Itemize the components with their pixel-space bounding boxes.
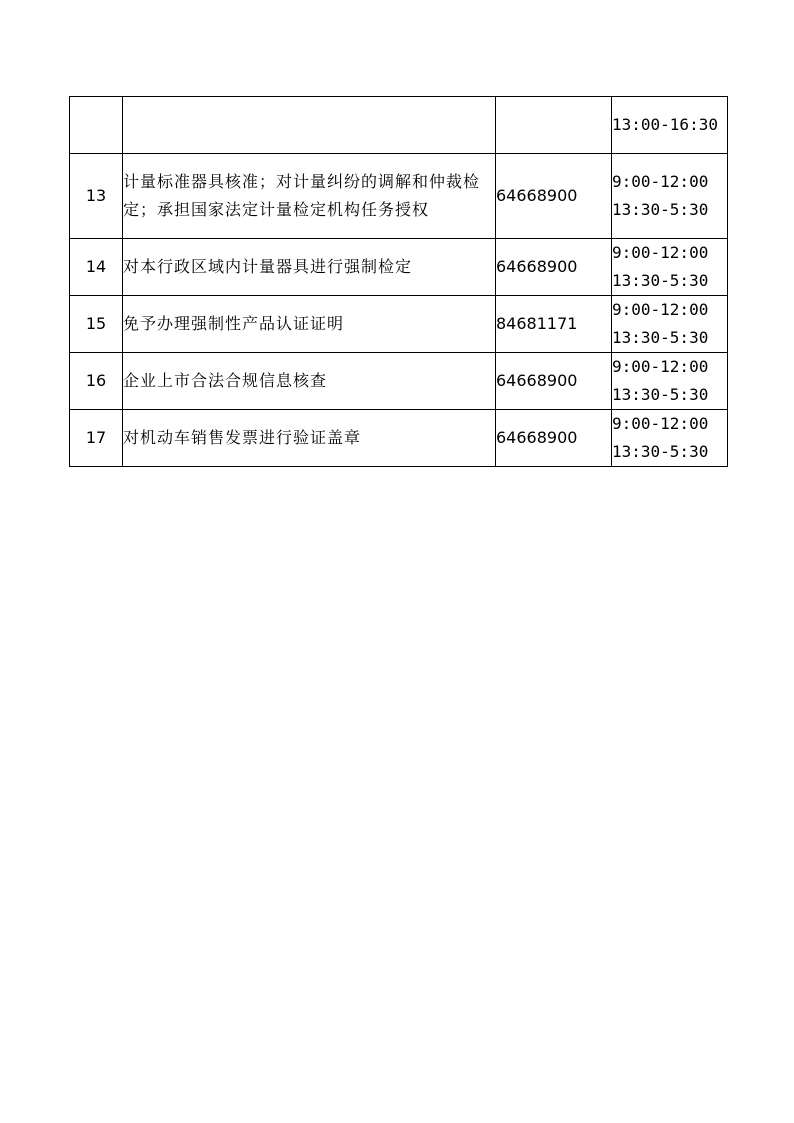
hours-line: 13:00-16:30 <box>612 115 718 134</box>
hours-line: 13:30-5:30 <box>612 200 709 219</box>
office-hours <box>612 410 728 467</box>
hours-line: 9:00-12:00 <box>612 357 709 376</box>
table-row <box>70 410 728 467</box>
service-item: 企业上市合法合规信息核查 <box>123 353 496 410</box>
service-item <box>123 97 496 154</box>
table-row <box>70 353 728 410</box>
row-number <box>70 97 123 154</box>
hours-line: 9:00-12:00 <box>612 414 709 433</box>
service-item: 对本行政区域内计量器具进行强制检定 <box>123 239 496 296</box>
row-number: 14 <box>70 239 123 296</box>
office-hours <box>612 154 728 239</box>
service-item: 计量标准器具核准；对计量纠纷的调解和仲裁检定；承担国家法定计量检定机构任务授权 <box>123 154 496 239</box>
phone-number: 64668900 <box>496 154 612 239</box>
table-row <box>70 239 728 296</box>
office-hours <box>612 239 728 296</box>
phone-number <box>496 97 612 154</box>
hours-line: 9:00-12:00 <box>612 172 709 191</box>
row-number: 16 <box>70 353 123 410</box>
service-table <box>69 96 728 467</box>
hours-line: 9:00-12:00 <box>612 243 709 262</box>
hours-line: 13:30-5:30 <box>612 271 709 290</box>
hours-line: 13:30-5:30 <box>612 385 709 404</box>
table-row <box>70 97 728 154</box>
phone-number: 64668900 <box>496 410 612 467</box>
office-hours <box>612 296 728 353</box>
table-row <box>70 296 728 353</box>
phone-number: 64668900 <box>496 353 612 410</box>
service-item: 免予办理强制性产品认证证明 <box>123 296 496 353</box>
phone-number: 64668900 <box>496 239 612 296</box>
hours-line: 13:30-5:30 <box>612 442 709 461</box>
row-number: 15 <box>70 296 123 353</box>
service-item: 对机动车销售发票进行验证盖章 <box>123 410 496 467</box>
office-hours <box>612 353 728 410</box>
phone-number: 84681171 <box>496 296 612 353</box>
row-number: 13 <box>70 154 123 239</box>
row-number: 17 <box>70 410 123 467</box>
hours-line: 9:00-12:00 <box>612 300 709 319</box>
table-row <box>70 154 728 239</box>
office-hours <box>612 97 728 154</box>
hours-line: 13:30-5:30 <box>612 328 709 347</box>
